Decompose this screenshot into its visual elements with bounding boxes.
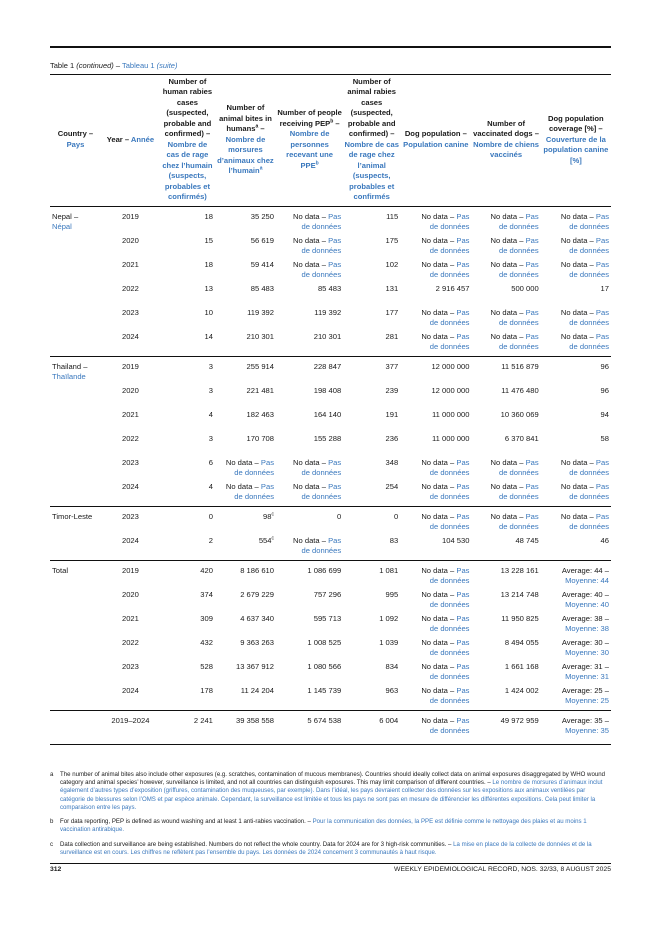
coverage-cell: 46	[600, 535, 609, 545]
header-country: Country – Pays	[50, 75, 101, 207]
page-number: 312	[50, 866, 62, 873]
animal-cases-cell: 191	[385, 409, 399, 419]
animal-bites-cell: 13 367 912	[235, 661, 274, 671]
pep-cell: 0	[276, 506, 343, 536]
year-cell: 2022	[121, 283, 139, 293]
animal-cases-cell: 83	[389, 535, 399, 545]
animal-bites-cell: 2 679 229	[240, 589, 274, 599]
no-data-cell: No data – Pas de données	[225, 457, 274, 478]
animal-bites-cell: 35 250	[250, 211, 274, 221]
table-row	[50, 356, 611, 386]
table-row	[50, 482, 611, 507]
animal-cases-cell: 254	[385, 481, 399, 491]
pep-cell: 1 008 525	[307, 637, 342, 647]
no-data-cell: No data – Pas de données	[421, 211, 470, 232]
no-data-cell: No data – Pas de données	[293, 535, 342, 556]
dog-population-cell: 11 000 000	[432, 409, 470, 419]
pep-cell: 164 140	[313, 409, 342, 419]
year-cell: 2021	[121, 409, 139, 419]
table-row	[50, 206, 611, 236]
country-cell	[50, 662, 101, 686]
animal-cases-cell: 131	[385, 283, 399, 293]
year-cell: 2019–2024	[101, 710, 160, 744]
animal-bites-cell: 221 481	[246, 385, 274, 395]
header-pep: Number of people receiving PEP$^b$ – Nombre de personnes recevant une PPE$^b$	[276, 75, 343, 207]
vaccinated-dogs-cell: 13 228 161	[471, 560, 540, 590]
year-cell: 2023	[121, 307, 139, 317]
country-cell: Total	[50, 560, 101, 590]
animal-cases-cell: 0	[343, 506, 400, 536]
vaccinated-dogs-cell: 6 370 841	[504, 433, 539, 443]
animal-bites-cell: 8 186 610	[215, 560, 276, 590]
table-row	[50, 710, 611, 744]
no-data-cell: No data – Pas de données	[421, 307, 470, 328]
header-dog-population: Dog population – Population canine	[400, 75, 471, 207]
no-data-cell: No data – Pas de données	[421, 589, 470, 610]
animal-cases-cell: 1 092	[379, 613, 399, 623]
year-cell: 2020	[121, 235, 139, 245]
year-cell: 2024	[121, 685, 139, 695]
no-data-cell: No data – Pas de données	[400, 506, 471, 536]
table-row	[50, 560, 611, 590]
dog-population-cell: 104 530	[442, 535, 470, 545]
table-row	[50, 386, 611, 410]
human-cases-cell: 309	[200, 613, 213, 623]
table-row	[50, 536, 611, 561]
coverage-average-cell: Average: 38 – Moyenne: 38	[561, 613, 609, 634]
human-cases-cell: 10	[204, 307, 213, 317]
no-data-cell: No data – Pas de données	[421, 637, 470, 658]
country-cell	[50, 686, 101, 711]
human-cases-cell: 374	[200, 589, 213, 599]
table-row	[50, 614, 611, 638]
vaccinated-dogs-cell: 11 476 480	[501, 385, 539, 395]
coverage-average-cell: Average: 31 – Moyenne: 31	[561, 661, 609, 682]
vaccinated-dogs-cell: 11 516 879	[471, 356, 540, 386]
pep-cell: 210 301	[313, 331, 342, 341]
human-cases-cell: 6	[208, 457, 213, 467]
human-cases-cell: 18	[204, 211, 213, 221]
year-cell: 2022	[121, 433, 139, 443]
country-cell: Nepal – Népal	[52, 211, 79, 232]
animal-cases-cell: 348	[385, 457, 399, 467]
year-cell: 2023	[101, 506, 160, 536]
no-data-cell: No data – Pas de données	[421, 457, 470, 478]
pep-cell: 757 296	[313, 589, 342, 599]
country-cell	[50, 308, 101, 332]
table-row	[50, 434, 611, 458]
no-data-cell: No data – Pas de données	[560, 457, 609, 478]
human-cases-cell: 13	[204, 283, 213, 293]
animal-bites-cell: 85 483	[250, 283, 274, 293]
no-data-cell: No data – Pas de données	[490, 235, 539, 256]
no-data-cell: No data – Pas de données	[421, 661, 470, 682]
table-row	[50, 410, 611, 434]
animal-cases-cell: 1 081	[343, 560, 400, 590]
table-row	[50, 308, 611, 332]
year-cell: 2024	[121, 481, 139, 491]
footnote-a: a The number of animal bites also include other exposures (e.g. scratches, contamination of mucous membranes). Countries should ideally collect data on animal exposures disaggregated by WHO wound category and animal species’ however, surveillance is limited, and not all countries can distinguish exposures. This may limit comparison of different countries. – Le nombre de morsures d’animaux inclut également d’autres types d’exposition (griffures, contamination des muqueuses, par exemple). Dans l’idéal, les pays devraient collecter des données sur les expositions aux animaux ventilées par catégorie de blessures selon l’OMS et par espèce animale. Cependant, la surveillance est limitée et tous les pays ne sont pas en mesure de différencier les différentes expositions. Cela peut limiter la comparaison entre les pays.	[50, 771, 605, 811]
no-data-cell: No data – Pas de données	[560, 259, 609, 280]
year-cell: 2021	[121, 613, 139, 623]
vaccinated-dogs-cell: 48 745	[515, 535, 539, 545]
header-coverage: Dog population coverage [%] – Couverture de la population canine [%]	[541, 75, 611, 207]
year-cell: 2022	[121, 637, 139, 647]
no-data-cell: No data – Pas de données	[421, 331, 470, 352]
animal-bites-cell: 182 463	[246, 409, 274, 419]
year-cell: 2024	[121, 535, 139, 545]
dog-population-cell: 12 000 000	[431, 385, 470, 395]
no-data-cell: No data – Pas de données	[490, 211, 539, 232]
no-data-cell: No data – Pas de données	[293, 259, 342, 280]
vaccinated-dogs-cell: 500 000	[511, 283, 539, 293]
animal-bites-cell: 4 637 340	[240, 613, 274, 623]
animal-bites-cell: 210 301	[246, 331, 274, 341]
country-cell	[50, 434, 101, 458]
country-cell	[50, 458, 101, 482]
vaccinated-dogs-cell: 10 360 069	[500, 409, 539, 419]
no-data-cell: No data – Pas de données	[490, 481, 539, 502]
no-data-cell: No data – Pas de données	[490, 331, 539, 352]
vaccinated-dogs-cell: 1 661 168	[504, 661, 539, 671]
human-cases-cell: 14	[204, 331, 213, 341]
vaccinated-dogs-cell: 11 950 825	[501, 613, 539, 623]
no-data-cell: No data – Pas de données	[421, 235, 470, 256]
coverage-cell: 96	[541, 356, 611, 386]
country-cell	[50, 638, 101, 662]
footnote-c: c Data collection and surveillance are being established. Numbers do not reflect the whole country. Data for 2024 are for 3 high-risk communities. – La mise en place de la collecte de données et de la surveillance est en cours. Les chiffres ne reflètent pas l’ensemble du pays. Les données de 2024 concernent 3 communautés à haut risque.	[50, 840, 592, 856]
country-cell	[50, 260, 101, 284]
no-data-cell: No data – Pas de données	[421, 259, 470, 280]
country-cell	[50, 536, 101, 561]
year-cell: 2019	[101, 560, 160, 590]
animal-cases-cell: 281	[385, 331, 399, 341]
animal-cases-cell: 236	[385, 433, 399, 443]
coverage-cell: 58	[600, 433, 609, 443]
animal-cases-cell: 175	[385, 235, 399, 245]
coverage-average-cell: Average: 25 – Moyenne: 25	[561, 685, 609, 706]
no-data-cell: No data – Pas de données	[421, 481, 470, 502]
top-rule	[50, 46, 611, 48]
table-row	[50, 590, 611, 614]
human-cases-cell: 3	[160, 356, 215, 386]
dog-population-cell: 12 000 000	[400, 356, 471, 386]
country-cell	[50, 332, 101, 357]
year-cell: 2023	[121, 661, 139, 671]
table-row	[50, 506, 611, 536]
human-cases-cell: 3	[208, 433, 213, 443]
animal-bites-cell: 98$^c$	[215, 506, 276, 536]
coverage-cell: 94	[600, 409, 609, 419]
rabies-data-table	[50, 74, 611, 745]
header-animal-cases: Number of animal rabies cases (suspected, probable and confirmed) – Nombre de cas de rage chez l’animal (suspects, probables et confirmés	[343, 75, 400, 207]
pep-cell: 1 086 699	[276, 560, 343, 590]
animal-cases-cell: 115	[386, 211, 399, 221]
vaccinated-dogs-cell: 8 494 055	[504, 637, 539, 647]
animal-bites-cell: 170 708	[246, 433, 274, 443]
table-row	[50, 686, 611, 711]
year-cell: 2020	[121, 589, 139, 599]
no-data-cell: No data – Pas de données	[421, 613, 470, 634]
coverage-average-cell: Average: 30 – Moyenne: 30	[561, 637, 609, 658]
dog-population-cell: 11 000 000	[432, 433, 470, 443]
header-vaccinated-dogs: Number of vaccinated dogs – Nombre de chiens vaccinés	[471, 75, 540, 207]
vaccinated-dogs-cell: 13 214 748	[500, 589, 539, 599]
table-row	[50, 284, 611, 308]
country-cell: Timor-Leste	[50, 506, 101, 536]
animal-cases-cell: 995	[385, 589, 399, 599]
animal-cases-cell: 102	[385, 259, 399, 269]
animal-cases-cell: 1 039	[379, 637, 399, 647]
pep-cell: 5 674 538	[276, 710, 343, 744]
header-year: Year – Année	[101, 75, 160, 207]
vaccinated-dogs-cell: 1 424 002	[504, 685, 539, 695]
coverage-cell: 96	[600, 385, 609, 395]
no-data-cell: No data – Pas de données	[400, 710, 471, 744]
no-data-cell: No data – Pas de données	[293, 457, 342, 478]
animal-cases-cell: 963	[385, 685, 399, 695]
country-cell	[50, 236, 101, 260]
pep-cell: 1 145 739	[307, 685, 342, 695]
human-cases-cell: 432	[200, 637, 213, 647]
human-cases-cell: 3	[208, 385, 213, 395]
table-row	[50, 638, 611, 662]
human-cases-cell: 2 241	[160, 710, 215, 744]
no-data-cell: No data – Pas de données	[560, 331, 609, 352]
no-data-cell: No data – Pas de données	[490, 457, 539, 478]
human-cases-cell: 2	[208, 535, 213, 545]
animal-bites-cell: 119 392	[247, 307, 274, 317]
no-data-cell: No data – Pas de données	[560, 211, 609, 232]
no-data-cell: No data – Pas de données	[541, 506, 611, 536]
header-animal-bites: Number of animal bites in humans$^a$ – Nombre de morsures d’animaux chez l’humain$^a$	[215, 75, 276, 207]
country-cell	[50, 710, 101, 744]
pep-cell: 198 408	[313, 385, 342, 395]
animal-bites-cell: 11 24 204	[240, 685, 274, 695]
no-data-cell: No data – Pas de données	[490, 307, 539, 328]
pep-cell: 155 288	[313, 433, 342, 443]
table-row	[50, 236, 611, 260]
year-cell: 2024	[121, 331, 139, 341]
human-cases-cell: 4	[208, 409, 213, 419]
coverage-average-cell: Average: 44 – Moyenne: 44	[541, 560, 611, 590]
table-row	[50, 260, 611, 284]
animal-bites-cell: 39 358 558	[215, 710, 276, 744]
country-cell	[50, 386, 101, 410]
human-cases-cell: 15	[204, 235, 213, 245]
animal-cases-cell: 177	[385, 307, 399, 317]
footnotes	[50, 771, 611, 863]
footnote-b: b For data reporting, PEP is defined as wound washing and at least 1 anti-rabies vaccination. – Pour la communication des données, la PPE est définie comme le nettoyage des plaies et au moins 1 vaccination antirabique.	[50, 818, 587, 834]
journal-title: WEEKLY EPIDEMIOLOGICAL RECORD, NOS. 32/33, 8 AUGUST 2025	[394, 866, 611, 873]
country-cell: Thailand – Thaïlande	[50, 356, 101, 386]
no-data-cell: No data – Pas de données	[560, 481, 609, 502]
dog-population-cell: 2 916 457	[435, 283, 470, 293]
table-row	[50, 332, 611, 357]
pep-cell: 119 392	[314, 307, 342, 317]
table-row	[50, 662, 611, 686]
table-caption: Table 1 (continued) – Tableau 1 (suite)	[50, 61, 178, 70]
no-data-cell: No data – Pas de données	[400, 560, 471, 590]
no-data-cell: No data – Pas de données	[421, 685, 470, 706]
country-cell	[50, 410, 101, 434]
no-data-cell: No data – Pas de données	[293, 481, 342, 502]
table-row	[50, 458, 611, 482]
human-cases-cell: 18	[204, 259, 213, 269]
no-data-cell: No data – Pas de données	[293, 211, 342, 232]
country-cell	[50, 614, 101, 638]
animal-cases-cell: 377	[343, 356, 400, 386]
animal-bites-cell: 255 914	[215, 356, 276, 386]
header-row	[50, 75, 611, 207]
human-cases-cell: 0	[160, 506, 215, 536]
animal-cases-cell: 239	[385, 385, 399, 395]
coverage-cell: 17	[600, 283, 609, 293]
year-cell: 2019	[121, 211, 139, 221]
coverage-average-cell: Average: 40 – Moyenne: 40	[561, 589, 609, 610]
coverage-average-cell: Average: 35 – Moyenne: 35	[541, 710, 611, 744]
country-cell	[50, 590, 101, 614]
animal-bites-cell: 554$^c$	[258, 535, 274, 545]
pep-cell: 228 847	[276, 356, 343, 386]
human-cases-cell: 528	[200, 661, 213, 671]
no-data-cell: No data – Pas de données	[225, 481, 274, 502]
vaccinated-dogs-cell: 49 972 959	[471, 710, 540, 744]
page-footer	[50, 863, 611, 873]
country-cell	[50, 284, 101, 308]
no-data-cell: No data – Pas de données	[293, 235, 342, 256]
country-cell	[50, 482, 101, 507]
no-data-cell: No data – Pas de données	[560, 235, 609, 256]
animal-cases-cell: 834	[385, 661, 399, 671]
animal-bites-cell: 56 619	[250, 235, 274, 245]
animal-bites-cell: 59 414	[250, 259, 274, 269]
pep-cell: 1 080 566	[307, 661, 342, 671]
pep-cell: 595 713	[313, 613, 342, 623]
year-cell: 2020	[121, 385, 139, 395]
human-cases-cell: 178	[200, 685, 213, 695]
human-cases-cell: 4	[208, 481, 213, 491]
year-cell: 2023	[121, 457, 139, 467]
animal-cases-cell: 6 004	[343, 710, 400, 744]
no-data-cell: No data – Pas de données	[490, 259, 539, 280]
year-cell: 2019	[101, 356, 160, 386]
human-cases-cell: 420	[160, 560, 215, 590]
pep-cell: 85 483	[317, 283, 342, 293]
no-data-cell: No data – Pas de données	[471, 506, 540, 536]
no-data-cell: No data – Pas de données	[560, 307, 609, 328]
animal-bites-cell: 9 363 263	[240, 637, 274, 647]
year-cell: 2021	[121, 259, 139, 269]
header-human-cases: Number of human rabies cases (suspected, probable and confirmed) – Nombre de cas de rage chez l’humain (suspects, probables et confirmés)	[160, 75, 215, 207]
